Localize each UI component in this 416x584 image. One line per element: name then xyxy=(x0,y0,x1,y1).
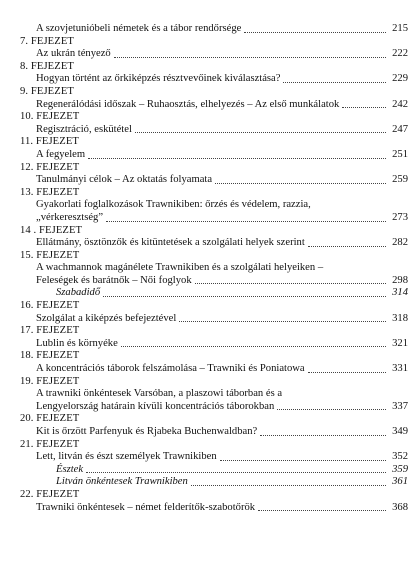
entry-title-line: Lengyelország határain kívüli koncentrációs táborokban xyxy=(36,400,275,412)
dot-leader xyxy=(283,82,386,83)
table-of-contents xyxy=(20,23,408,514)
dot-leader xyxy=(342,107,386,108)
toc-subentry[interactable] xyxy=(20,464,408,477)
toc-entry[interactable] xyxy=(20,426,408,439)
toc-entry-multiline[interactable] xyxy=(20,262,408,287)
entry-last-line xyxy=(36,401,408,414)
chapter-heading: 7. FEJEZET xyxy=(20,35,74,47)
entry-title-line: „vérkeresztség” xyxy=(36,211,104,223)
chapter-heading: 15. FEJEZET xyxy=(20,249,80,261)
page-number: 247 xyxy=(392,123,408,135)
dot-leader xyxy=(103,296,386,297)
toc-entry[interactable] xyxy=(20,73,408,86)
page-number: 349 xyxy=(392,426,408,437)
entry-title: Tanulmányi célok – Az oktatás folyamata xyxy=(36,174,213,186)
page-number: 331 xyxy=(392,363,408,375)
page-number: 282 xyxy=(392,237,408,249)
dot-leader xyxy=(179,321,386,322)
entry-title-line: A wachmannok magánélete Trawnikiben és a szolgálati helyeiken – xyxy=(36,262,324,274)
dot-leader xyxy=(88,158,386,159)
chapter-heading: 17. FEJEZET xyxy=(20,325,80,337)
entry-title: Regenerálódási időszak – Ruhaosztás, elhelyezés – Az első munkálatok xyxy=(36,98,340,110)
entry-title: Hogyan történt az őrkiképzés résztvevőinek kiválasztása? xyxy=(36,73,281,85)
toc-entry[interactable] xyxy=(20,23,408,36)
entry-title: Litván önkéntesek Trawnikiben xyxy=(56,476,188,488)
entry-title: Ellátmány, ösztönzők és kitüntetések a szolgálati helyek szerint xyxy=(36,237,305,249)
dot-leader xyxy=(106,221,386,222)
entry-title: Lublin és környéke xyxy=(36,337,118,349)
chapter-heading: 13. FEJEZET xyxy=(20,186,80,198)
page-number: 368 xyxy=(392,501,408,513)
dot-leader xyxy=(215,183,386,184)
page-number: 321 xyxy=(392,337,408,349)
dot-leader xyxy=(114,57,386,58)
toc-entry[interactable] xyxy=(20,451,408,464)
page-number: 273 xyxy=(392,211,408,223)
entry-title: Lett, litván és észt személyek Trawnikiben xyxy=(36,451,217,463)
entry-title: A szovjetunióbeli németek és a tábor rendőrsége xyxy=(36,23,242,34)
toc-entry[interactable] xyxy=(20,149,408,162)
dot-leader xyxy=(220,460,386,461)
dot-leader xyxy=(86,472,386,473)
entry-title: Szabadidő xyxy=(56,287,101,299)
page-number: 215 xyxy=(392,23,408,34)
toc-entry-multiline[interactable] xyxy=(20,199,408,224)
dot-leader xyxy=(308,246,386,247)
chapter-heading: 21. FEJEZET xyxy=(20,438,80,450)
toc-entry-multiline[interactable] xyxy=(20,388,408,413)
page-number: 251 xyxy=(392,148,408,160)
entry-title: A fegyelem xyxy=(36,148,86,160)
entry-title: Regisztráció, eskütétel xyxy=(36,123,132,135)
page-number: 314 xyxy=(392,287,408,299)
chapter-heading: 18. FEJEZET xyxy=(20,350,80,362)
page-number: 222 xyxy=(392,48,408,60)
chapter-heading: 19. FEJEZET xyxy=(20,375,80,387)
entry-title-line: Feleségek és barátnők – Női foglyok xyxy=(36,274,192,286)
entry-title: Szolgálat a kiképzés befejeztével xyxy=(36,312,177,324)
dot-leader xyxy=(258,510,386,511)
dot-leader xyxy=(135,132,386,133)
page-number: 259 xyxy=(392,174,408,186)
page-number: 337 xyxy=(392,400,408,412)
toc-entry[interactable] xyxy=(20,313,408,326)
toc-entry[interactable] xyxy=(20,338,408,351)
chapter-heading: 10. FEJEZET xyxy=(20,111,80,123)
entry-title-line: A trawniki önkéntesek Varsóban, a plaszowi táborban és a xyxy=(36,388,283,400)
entry-title: Trawniki önkéntesek – német felderítők-szabotőrök xyxy=(36,501,256,513)
page-number: 361 xyxy=(392,476,408,488)
toc-entry[interactable] xyxy=(20,363,408,376)
entry-last-line xyxy=(36,275,408,288)
dot-leader xyxy=(260,435,386,436)
entry-title: Észtek xyxy=(56,463,84,475)
entry-title: Az ukrán tényező xyxy=(36,48,111,60)
chapter-heading: 9. FEJEZET xyxy=(20,85,74,97)
dot-leader xyxy=(121,346,386,347)
chapter-heading: 12. FEJEZET xyxy=(20,161,80,173)
entry-last-line xyxy=(36,212,408,225)
dot-leader xyxy=(191,485,386,486)
chapter-heading: 16. FEJEZET xyxy=(20,300,80,312)
entry-title-line: Gyakorlati foglalkozások Trawnikiben: őrzés és védelem, razzia, xyxy=(36,199,311,211)
toc-entry[interactable] xyxy=(20,48,408,61)
dot-leader xyxy=(195,283,386,284)
toc-entry[interactable] xyxy=(20,237,408,250)
toc-subentry[interactable] xyxy=(20,287,408,300)
toc-entry[interactable] xyxy=(20,174,408,187)
toc-entry[interactable] xyxy=(20,124,408,137)
page-number: 318 xyxy=(392,312,408,324)
chapter-heading: 8. FEJEZET xyxy=(20,60,74,72)
entry-title: Kit is őrzött Parfenyuk és Rjabeka Buchenwaldban? xyxy=(36,426,258,437)
page-number: 298 xyxy=(392,274,408,286)
page-number: 359 xyxy=(392,463,408,475)
dot-leader xyxy=(244,32,386,33)
dot-leader xyxy=(308,372,386,373)
toc-entry[interactable] xyxy=(20,99,408,112)
toc-entry[interactable] xyxy=(20,502,408,515)
chapter-heading: 20. FEJEZET xyxy=(20,413,80,425)
entry-title: A koncentrációs táborok felszámolása – Trawniki és Poniatowa xyxy=(36,363,305,375)
page-number: 229 xyxy=(392,73,408,85)
chapter-heading: 14 . FEJEZET xyxy=(20,224,83,236)
toc-subentry[interactable] xyxy=(20,476,408,489)
chapter-heading: 22. FEJEZET xyxy=(20,488,80,500)
dot-leader xyxy=(277,409,386,410)
page-number: 352 xyxy=(392,451,408,463)
chapter-heading: 11. FEJEZET xyxy=(20,136,79,148)
page-number: 242 xyxy=(392,98,408,110)
